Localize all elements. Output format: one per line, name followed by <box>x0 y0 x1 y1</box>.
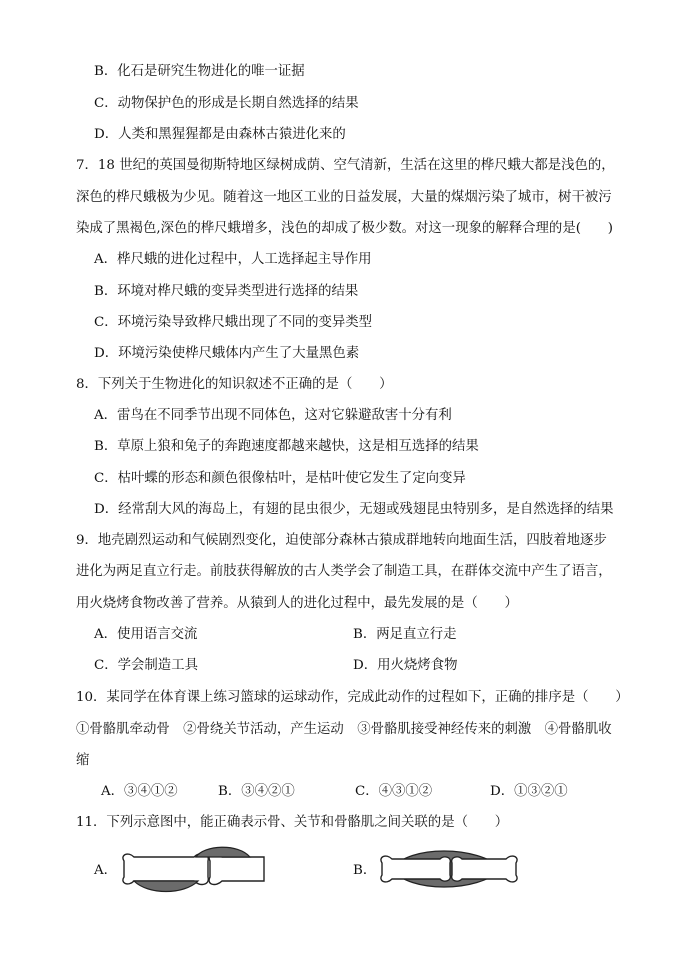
q8-option-a: A．雷鸟在不同季节出现不同体色，这对它躲避敌害十分有利 <box>94 408 452 423</box>
q9-stem-line-1: 9．地壳剧烈运动和气候剧烈变化，迫使部分森林古猿成群地转向地面生活，四肢着地逐步 <box>76 533 607 548</box>
q11-figure-a-diagram <box>118 843 268 895</box>
q11-stem: 11．下列示意图中，能正确表示骨、关节和骨骼肌之间关联的是（ ） <box>76 815 509 830</box>
q7-option-d: D．环境污染使桦尺蛾体内产生了大量黑色素 <box>94 346 360 361</box>
q7-stem-line-2: 深色的桦尺蛾极为少见。随着这一地区工业的日益发展，大量的煤烟污染了城市，树干被污 <box>76 190 612 205</box>
q7-option-c: C．环境污染导致桦尺蛾出现了不同的变异类型 <box>94 315 373 330</box>
q7-stem-line-1: 7．18 世纪的英国曼彻斯特地区绿树成荫、空气清新，生活在这里的桦尺蛾大都是浅色的， <box>76 158 615 173</box>
q9-option-a: A．使用语言交流 <box>94 627 198 642</box>
q10-steps-line-2: 缩 <box>76 753 90 768</box>
q9-stem-line-2: 进化为两足直立行走。前肢获得解放的古人类学会了制造工具，在群体交流中产生了语言， <box>76 564 612 579</box>
q8-stem: 8．下列关于生物进化的知识叙述不正确的是（ ） <box>76 377 393 392</box>
q10-steps-line-1: ①骨骼肌牵动骨 ②骨绕关节活动，产生运动 ③骨骼肌接受神经传来的刺激 ④骨骼肌收 <box>76 722 612 737</box>
q10-option-b: B．③④②① <box>218 784 295 799</box>
q11-figure-b-diagram <box>378 843 518 895</box>
q10-stem: 10．某同学在体育课上练习篮球的运球动作，完成此动作的过程如下，正确的排序是（ ） <box>76 690 629 705</box>
q8-option-d: D．经常刮大风的海岛上，有翅的昆虫很少，无翅或残翅昆虫特别多，是自然选择的结果 <box>94 502 614 517</box>
q6-option-d: D．人类和黑猩猩都是由森林古猿进化来的 <box>94 127 346 142</box>
q8-option-c: C．枯叶蝶的形态和颜色很像枯叶，是枯叶使它发生了定向变异 <box>94 471 466 486</box>
q9-option-c: C．学会制造工具 <box>94 658 198 673</box>
q6-option-c: C．动物保护色的形成是长期自然选择的结果 <box>94 96 359 111</box>
q9-option-d: D．用火烧烤食物 <box>353 658 458 673</box>
q7-option-a: A．桦尺蛾的进化过程中，人工选择起主导作用 <box>94 252 372 267</box>
q7-option-b: B．环境对桦尺蛾的变异类型进行选择的结果 <box>94 284 359 299</box>
q10-option-c: C．④③①② <box>355 784 433 799</box>
q11-figure-a-label: A． <box>94 863 118 878</box>
q9-stem-line-3: 用火烧烤食物改善了营养。从猿到人的进化过程中，最先发展的是（ ） <box>76 596 518 611</box>
q9-option-b: B．两足直立行走 <box>353 627 457 642</box>
q10-option-d: D．①③②① <box>490 784 568 799</box>
q11-figure-b-label: B． <box>353 863 377 878</box>
q6-option-b: B．化石是研究生物进化的唯一证据 <box>94 64 305 79</box>
q7-stem-line-3: 染成了黑褐色,深色的桦尺蛾增多，浅色的却成了极少数。对这一现象的解释合理的是( ) <box>76 221 613 236</box>
q10-option-a: A．③④①② <box>101 784 178 799</box>
q8-option-b: B．草原上狼和兔子的奔跑速度都越来越快，这是相互选择的结果 <box>94 439 479 454</box>
